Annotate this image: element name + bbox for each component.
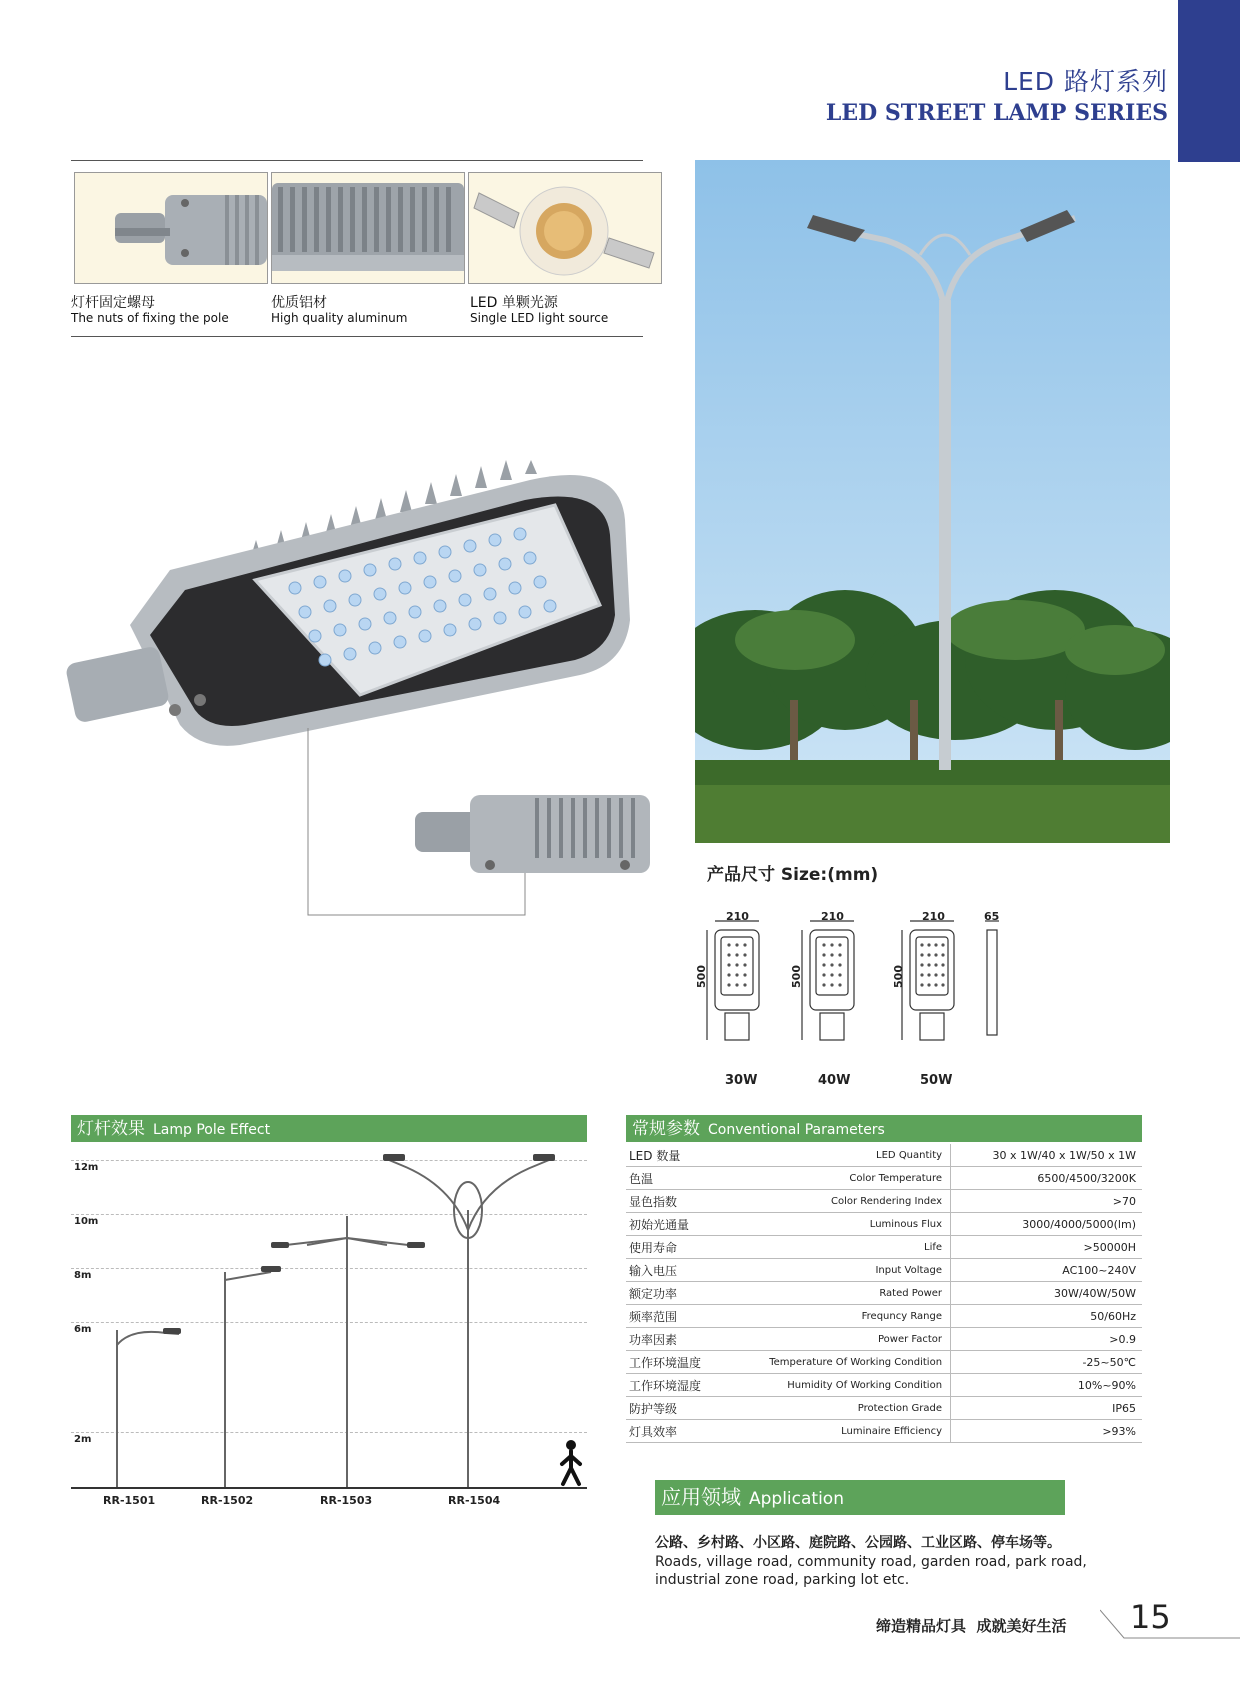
table-row — [626, 1213, 1142, 1236]
param-cn: 防护等级 — [626, 1397, 720, 1420]
application-text-cn: 公路、乡村路、小区路、庭院路、公园路、工业区路、停车场等。 — [655, 1535, 1061, 1551]
param-cn: 输入电压 — [626, 1259, 720, 1282]
param-value: >93% — [951, 1420, 1142, 1443]
param-en: Rated Power — [720, 1282, 951, 1305]
page-title-en: LED STREET LAMP SERIES — [825, 100, 1168, 126]
aluminum-heatsink-icon — [271, 172, 465, 284]
param-cn: 功率因素 — [626, 1328, 720, 1351]
param-en: Input Voltage — [720, 1259, 951, 1282]
parameters-table — [626, 1144, 1142, 1443]
height-label: 8m — [74, 1270, 92, 1281]
pole-model-label: RR-1502 — [201, 1494, 254, 1507]
corner-tab — [1178, 0, 1240, 162]
application-text-en: industrial zone road, parking lot etc. — [655, 1572, 910, 1588]
param-value: 3000/4000/5000(lm) — [951, 1213, 1142, 1236]
application-header — [655, 1480, 1065, 1515]
height-label: 12m — [74, 1162, 99, 1173]
model-watt-label: 50W — [920, 1073, 953, 1088]
param-value: 50/60Hz — [951, 1305, 1142, 1328]
param-en: Protection Grade — [720, 1397, 951, 1420]
feature-top-rule — [71, 160, 643, 161]
lamp-pole-effect-header — [71, 1115, 587, 1142]
param-value: >0.9 — [951, 1328, 1142, 1351]
param-en: Luminous Flux — [720, 1213, 951, 1236]
height-dimension: 500 — [694, 965, 708, 988]
param-value: >70 — [951, 1190, 1142, 1213]
street-lamp-small-image — [415, 790, 655, 880]
pole-model-label: RR-1501 — [103, 1494, 156, 1507]
param-cn: 灯具效率 — [626, 1420, 720, 1443]
param-en: Life — [720, 1236, 951, 1259]
section-title-en: Lamp Pole Effect — [153, 1122, 271, 1138]
table-row — [626, 1282, 1142, 1305]
param-cn: 工作环境湿度 — [626, 1374, 720, 1397]
param-value: >50000H — [951, 1236, 1142, 1259]
param-en: Color Temperature — [720, 1167, 951, 1190]
param-en: Luminaire Efficiency — [720, 1420, 951, 1443]
feature-label-cn: 灯杆固定螺母 — [71, 295, 155, 311]
table-row — [626, 1351, 1142, 1374]
footer-slogan: 缔造精品灯具 成就美好生活 — [876, 1617, 1067, 1635]
section-title-en: Conventional Parameters — [708, 1122, 885, 1138]
pole-nut-icon — [74, 172, 268, 284]
model-watt-label: 30W — [725, 1073, 758, 1088]
street-lamp-installation-photo — [695, 160, 1170, 843]
page-title-cn: LED 路灯系列 — [1003, 67, 1168, 96]
size-drawings — [695, 905, 1015, 1075]
table-row — [626, 1167, 1142, 1190]
section-title-cn: 常规参数 — [632, 1119, 700, 1139]
application-text-en: Roads, village road, community road, garden road, park road, — [655, 1554, 1087, 1570]
feature-bottom-rule — [71, 336, 643, 337]
param-value: 6500/4500/3200K — [951, 1167, 1142, 1190]
pole-height-diagram — [71, 1150, 587, 1490]
param-value: 10%~90% — [951, 1374, 1142, 1397]
feature-label-en: Single LED light source — [470, 311, 609, 325]
depth-dimension: 65 — [984, 910, 1000, 923]
param-cn: 显色指数 — [626, 1190, 720, 1213]
param-en: Power Factor — [720, 1328, 951, 1351]
width-dimension: 210 — [922, 910, 945, 923]
feature-label-cn: LED 单颗光源 — [470, 295, 558, 311]
section-title-cn: 灯杆效果 — [77, 1119, 145, 1139]
table-row — [626, 1397, 1142, 1420]
table-row — [626, 1328, 1142, 1351]
section-title-cn: 应用领域 — [661, 1485, 741, 1509]
param-value: 30 x 1W/40 x 1W/50 x 1W — [951, 1144, 1142, 1167]
param-en: Humidity Of Working Condition — [720, 1374, 951, 1397]
height-label: 2m — [74, 1434, 92, 1445]
param-value: 30W/40W/50W — [951, 1282, 1142, 1305]
param-value: -25~50℃ — [951, 1351, 1142, 1374]
pole-model-label: RR-1504 — [448, 1494, 501, 1507]
param-cn: 使用寿命 — [626, 1236, 720, 1259]
param-cn: 色温 — [626, 1167, 720, 1190]
height-dimension: 500 — [789, 965, 803, 988]
page-number: 15 — [1130, 1598, 1171, 1636]
led-chip-icon — [468, 172, 662, 284]
param-cn: LED 数量 — [626, 1144, 720, 1167]
size-section-title: 产品尺寸 Size:(mm) — [707, 865, 879, 885]
table-row — [626, 1236, 1142, 1259]
height-label: 10m — [74, 1216, 99, 1227]
table-row — [626, 1144, 1142, 1167]
width-dimension: 210 — [726, 910, 749, 923]
param-cn: 额定功率 — [626, 1282, 720, 1305]
param-value: IP65 — [951, 1397, 1142, 1420]
pole-model-label: RR-1503 — [320, 1494, 373, 1507]
height-dimension: 500 — [891, 965, 905, 988]
table-row — [626, 1374, 1142, 1397]
feature-label-en: High quality aluminum — [271, 311, 408, 325]
table-row — [626, 1420, 1142, 1443]
table-row — [626, 1305, 1142, 1328]
param-cn: 频率范围 — [626, 1305, 720, 1328]
table-row — [626, 1259, 1142, 1282]
param-en: Temperature Of Working Condition — [720, 1351, 951, 1374]
param-en: Color Rendering Index — [720, 1190, 951, 1213]
feature-label-cn: 优质铝材 — [271, 295, 327, 311]
section-title-en: Application — [749, 1489, 844, 1509]
param-en: LED Quantity — [720, 1144, 951, 1167]
feature-label-en: The nuts of fixing the pole — [71, 311, 229, 325]
parameters-header — [626, 1115, 1142, 1142]
param-en: Frequncy Range — [720, 1305, 951, 1328]
param-cn: 初始光通量 — [626, 1213, 720, 1236]
pedestrian-icon — [556, 1438, 586, 1488]
param-cn: 工作环境温度 — [626, 1351, 720, 1374]
param-value: AC100~240V — [951, 1259, 1142, 1282]
table-row — [626, 1190, 1142, 1213]
height-label: 6m — [74, 1324, 92, 1335]
width-dimension: 210 — [821, 910, 844, 923]
model-watt-label: 40W — [818, 1073, 851, 1088]
